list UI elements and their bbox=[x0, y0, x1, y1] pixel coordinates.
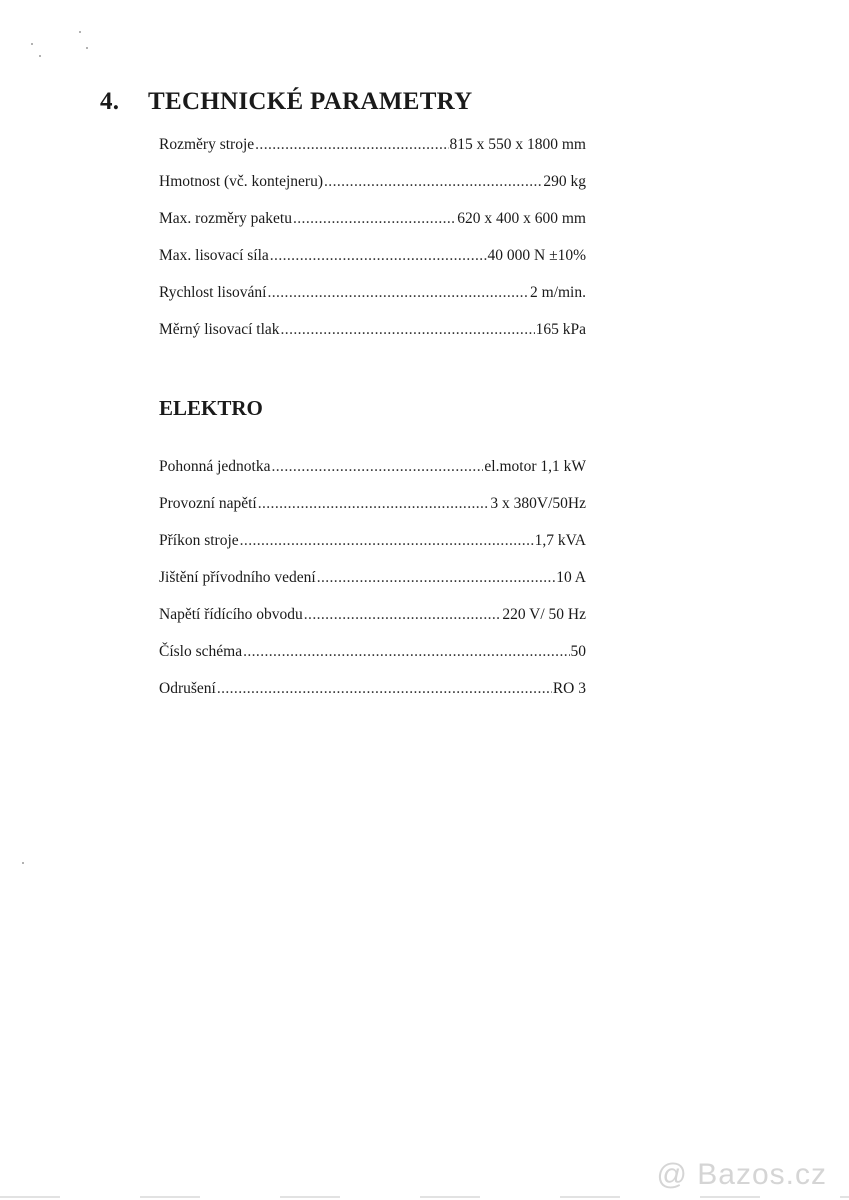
spec-row bbox=[159, 210, 586, 247]
dot-leader bbox=[240, 532, 534, 550]
elektro-params-list bbox=[159, 458, 586, 717]
technical-params-list bbox=[159, 136, 586, 358]
spec-row bbox=[159, 680, 586, 717]
spec-value: RO 3 bbox=[552, 680, 586, 697]
spec-label: Číslo schéma bbox=[159, 643, 243, 660]
scan-speck bbox=[86, 47, 88, 49]
dot-leader bbox=[281, 321, 535, 339]
spec-row bbox=[159, 136, 586, 173]
spec-value: 50 bbox=[570, 643, 586, 660]
spec-row bbox=[159, 606, 586, 643]
scan-speck bbox=[79, 31, 81, 33]
spec-label: Rychlost lisování bbox=[159, 284, 267, 301]
spec-label: Provozní napětí bbox=[159, 495, 257, 512]
spec-value: 2 m/min. bbox=[530, 284, 586, 301]
dot-leader bbox=[304, 606, 502, 624]
spec-row bbox=[159, 532, 586, 569]
spec-value: 40 000 N ±10% bbox=[487, 247, 586, 264]
spec-value: el.motor 1,1 kW bbox=[484, 458, 586, 475]
spec-label: Napětí řídícího obvodu bbox=[159, 606, 303, 623]
spec-value: 220 V/ 50 Hz bbox=[502, 606, 586, 623]
section-number: 4. bbox=[100, 88, 120, 115]
dot-leader bbox=[272, 458, 484, 476]
spec-value: 1,7 kVA bbox=[534, 532, 586, 549]
spec-row bbox=[159, 495, 586, 532]
spec-row bbox=[159, 173, 586, 210]
spec-value: 815 x 550 x 1800 mm bbox=[449, 136, 586, 153]
dot-leader bbox=[267, 284, 529, 302]
spec-row bbox=[159, 569, 586, 606]
spec-value: 620 x 400 x 600 mm bbox=[457, 210, 586, 227]
section-title: TECHNICKÉ PARAMETRY bbox=[148, 88, 473, 115]
dot-leader bbox=[270, 247, 487, 265]
scan-speck bbox=[39, 55, 41, 57]
spec-label: Rozměry stroje bbox=[159, 136, 255, 153]
section-heading-elektro: ELEKTRO bbox=[159, 396, 263, 420]
dot-leader bbox=[293, 210, 456, 228]
spec-label: Příkon stroje bbox=[159, 532, 239, 549]
spec-label: Odrušení bbox=[159, 680, 216, 697]
spec-value: 10 A bbox=[556, 569, 586, 586]
spec-row bbox=[159, 247, 586, 284]
spec-label: Měrný lisovací tlak bbox=[159, 321, 280, 338]
spec-row bbox=[159, 643, 586, 680]
spec-label: Jištění přívodního vedení bbox=[159, 569, 316, 586]
spec-row bbox=[159, 321, 586, 358]
dot-leader bbox=[317, 569, 556, 587]
dot-leader bbox=[324, 173, 542, 191]
spec-row bbox=[159, 284, 586, 321]
dot-leader bbox=[255, 136, 448, 154]
dot-leader bbox=[258, 495, 490, 513]
spec-value: 3 x 380V/50Hz bbox=[490, 495, 586, 512]
spec-value: 290 kg bbox=[543, 173, 586, 190]
spec-value: 165 kPa bbox=[535, 321, 586, 338]
dot-leader bbox=[217, 680, 552, 698]
spec-label: Pohonná jednotka bbox=[159, 458, 271, 475]
scan-speck bbox=[31, 43, 33, 45]
scan-edge-artifact bbox=[0, 1196, 849, 1198]
scan-speck bbox=[22, 862, 24, 864]
spec-label: Max. lisovací síla bbox=[159, 247, 269, 264]
spec-label: Hmotnost (vč. kontejneru) bbox=[159, 173, 324, 190]
bazos-watermark: @ Bazos.cz bbox=[656, 1158, 827, 1191]
dot-leader bbox=[243, 643, 569, 661]
section-heading-technical bbox=[100, 88, 473, 116]
spec-row bbox=[159, 458, 586, 495]
spec-label: Max. rozměry paketu bbox=[159, 210, 292, 227]
